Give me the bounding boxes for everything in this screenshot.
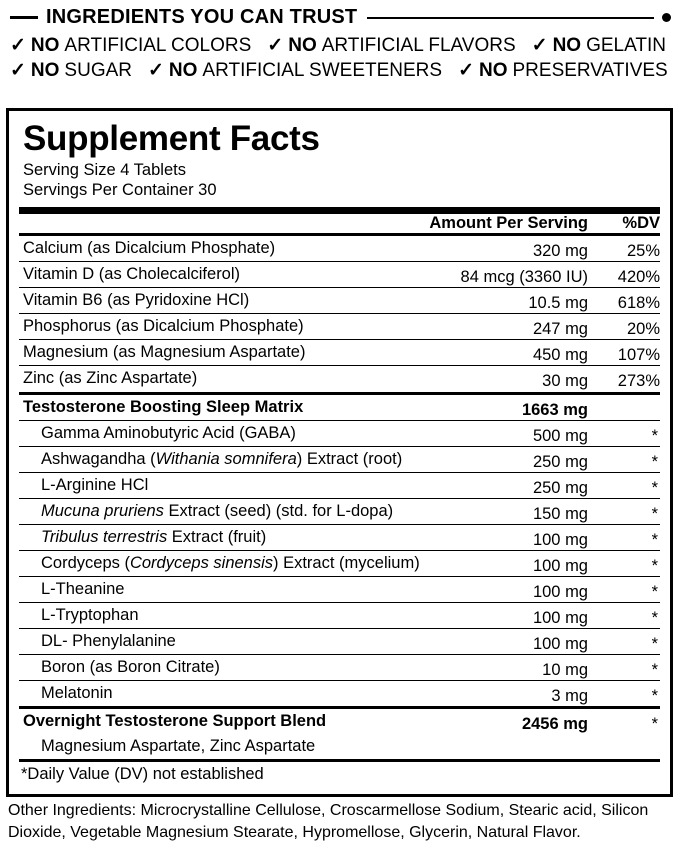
table-header-row (19, 214, 660, 233)
trust-claim (458, 60, 668, 82)
supplement-facts-panel (6, 108, 673, 797)
blend-item-amount: 250 mg (506, 447, 598, 473)
table-row (19, 236, 660, 262)
trust-claim (148, 60, 442, 82)
blend-item-amount: 100 mg (506, 577, 598, 603)
servings-per-container: Servings Per Container 30 (23, 181, 217, 200)
table-row (19, 499, 660, 525)
blend-item-name: L-Theanine (19, 577, 506, 603)
blend-dv (598, 395, 660, 421)
blend-item-name: Cordyceps (Cordyceps sinensis) Extract (mycelium) (19, 551, 506, 577)
blend-item-name: DL- Phenylalanine (19, 629, 506, 655)
nutrient-name: Phosphorus (as Dicalcium Phosphate) (19, 314, 410, 340)
blend-item-dv: * (598, 473, 660, 499)
trust-claim-row (10, 35, 671, 57)
table-row (19, 473, 660, 499)
daily-value-footnote: *Daily Value (DV) not established (21, 765, 264, 783)
nutrient-name: Vitamin B6 (as Pyridoxine HCl) (19, 288, 410, 314)
blend-dv: * (598, 708, 660, 735)
nutrient-name: Vitamin D (as Cholecalciferol) (19, 262, 410, 288)
trust-claim-prefix: NO (30, 35, 60, 56)
table-row (19, 551, 660, 577)
nutrient-amount: 30 mg (410, 366, 598, 392)
blend-item-dv: * (598, 603, 660, 629)
nutrient-table (19, 236, 660, 391)
nutrient-dv: 273% (598, 366, 660, 392)
blend-item-amount: 250 mg (506, 473, 598, 499)
trust-claim-prefix: NO (479, 60, 508, 81)
blend2-subingredients: Magnesium Aspartate, Zinc Aspartate (41, 737, 316, 755)
blend-name: Testosterone Boosting Sleep Matrix (23, 398, 304, 416)
facts-table (19, 214, 660, 233)
trust-claim (10, 60, 132, 82)
trust-claim-text: GELATIN (586, 35, 666, 56)
trust-banner (0, 0, 679, 82)
serving-size: Serving Size 4 Tablets (23, 160, 186, 179)
blend-item-amount: 100 mg (506, 603, 598, 629)
blend-item-amount: 3 mg (506, 681, 598, 708)
nutrient-name: Magnesium (as Magnesium Aspartate) (19, 340, 410, 366)
table-row (19, 262, 660, 288)
blend-item-dv: * (598, 655, 660, 681)
trust-claim (532, 35, 666, 57)
check-icon: ✓ (458, 60, 474, 81)
blend-item-amount: 150 mg (506, 499, 598, 525)
blend-item-dv: * (598, 629, 660, 655)
trust-claim-prefix: NO (30, 60, 60, 81)
table-row (19, 629, 660, 655)
nutrient-amount: 84 mcg (3360 IU) (410, 262, 598, 288)
blend-item-name: Ashwagandha (Withania somnifera) Extract (root) (19, 447, 506, 473)
check-icon: ✓ (10, 35, 26, 56)
header-dv: %DV (622, 214, 660, 232)
blend-item-amount: 100 mg (506, 525, 598, 551)
nutrient-dv: 20% (598, 314, 660, 340)
blend-item-dv: * (598, 577, 660, 603)
nutrient-name: Zinc (as Zinc Aspartate) (19, 366, 410, 392)
table-row (19, 681, 660, 708)
table-row (19, 366, 660, 392)
trust-claim (10, 35, 251, 57)
trust-claim-prefix: NO (552, 35, 582, 56)
trust-claim-text: ARTIFICIAL COLORS (64, 35, 252, 56)
blend-item-dv: * (598, 681, 660, 708)
table-row (19, 525, 660, 551)
table-row (19, 577, 660, 603)
blend-item-amount: 10 mg (506, 655, 598, 681)
blend-item-name: Gamma Aminobutyric Acid (GABA) (19, 421, 506, 447)
blend-header-row (19, 395, 660, 421)
check-icon: ✓ (267, 35, 284, 56)
rule-right (367, 17, 654, 19)
blend-header-row (19, 708, 660, 735)
nutrient-amount: 10.5 mg (410, 288, 598, 314)
blend-item-amount: 100 mg (506, 629, 598, 655)
table-row (19, 603, 660, 629)
trust-claim (267, 35, 515, 57)
check-icon: ✓ (148, 60, 164, 81)
nutrient-dv: 25% (626, 242, 660, 260)
blend-item-name: L-Tryptophan (19, 603, 506, 629)
blend-item-dv: * (598, 421, 660, 447)
trust-claim-text: SUGAR (64, 60, 132, 81)
divider-thick (19, 207, 660, 214)
blend-amount: 2456 mg (506, 708, 598, 735)
blend-item-name: Mucuna pruriens Extract (seed) (std. for L-dopa) (19, 499, 506, 525)
blend-item-name: Tribulus terrestris Extract (fruit) (19, 525, 506, 551)
table-row (19, 655, 660, 681)
blend-item-name: Melatonin (19, 681, 506, 708)
trust-claim-row (10, 60, 671, 82)
trust-banner-title: INGREDIENTS YOU CAN TRUST (46, 6, 358, 28)
trust-claim-text: ARTIFICIAL FLAVORS (321, 35, 516, 56)
check-icon: ✓ (531, 35, 548, 56)
nutrient-dv: 618% (598, 288, 660, 314)
bullet-dot-icon (662, 13, 671, 22)
trust-claim-prefix: NO (288, 35, 317, 56)
nutrient-amount: 247 mg (410, 314, 598, 340)
trust-claim-text: PRESERVATIVES (512, 60, 668, 81)
blend-item-name: Boron (as Boron Citrate) (19, 655, 506, 681)
table-row (19, 314, 660, 340)
trust-claim-text: ARTIFICIAL SWEETENERS (202, 60, 443, 81)
blend-item-dv: * (598, 499, 660, 525)
blend-item-name: L-Arginine HCl (19, 473, 506, 499)
blend-item-amount: 500 mg (506, 421, 598, 447)
blend-amount: 1663 mg (521, 401, 588, 419)
nutrient-amount: 450 mg (410, 340, 598, 366)
header-amount-per-serving: Amount Per Serving (429, 214, 588, 232)
trust-claim-rows (10, 35, 671, 82)
blend-item-dv: * (598, 551, 660, 577)
blend-item-dv: * (598, 525, 660, 551)
trust-claim-prefix: NO (168, 60, 198, 81)
trust-banner-title-row (10, 6, 671, 29)
nutrient-dv: 107% (598, 340, 660, 366)
blend-item-dv: * (598, 447, 660, 473)
blend-name: Overnight Testosterone Support Blend (19, 708, 506, 735)
nutrient-amount: 320 mg (532, 242, 588, 260)
table-row (19, 288, 660, 314)
panel-title: Supplement Facts (23, 119, 320, 158)
nutrient-dv: 420% (598, 262, 660, 288)
nutrient-name: Calcium (as Dicalcium Phosphate) (23, 239, 276, 257)
blend-table (19, 395, 660, 734)
table-row (19, 447, 660, 473)
table-row (19, 421, 660, 447)
rule-left (10, 16, 38, 19)
table-row (19, 340, 660, 366)
check-icon: ✓ (10, 60, 26, 81)
other-ingredients: Other Ingredients: Microcrystalline Cellulose, Croscarmellose Sodium, Stearic acid, Silicon Dioxide, Vegetable Magnesium Stearate, Hypromellose, Glycerin, Natural Flavor. (8, 802, 649, 841)
blend-item-amount: 100 mg (506, 551, 598, 577)
